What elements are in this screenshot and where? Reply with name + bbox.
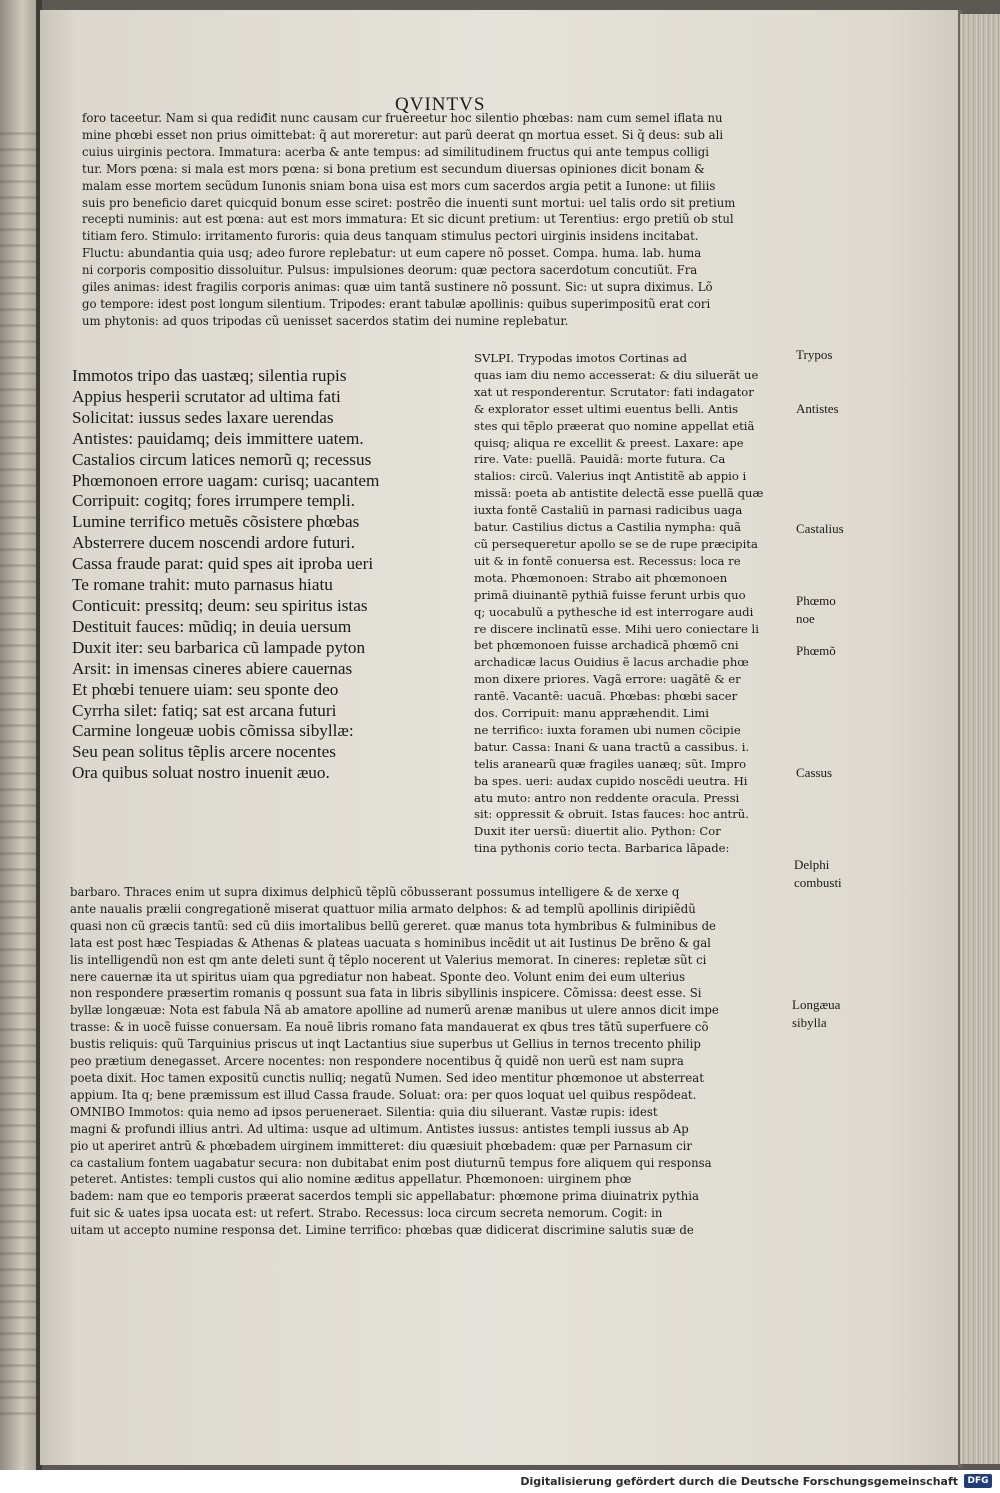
side-note-cassus: Cassus bbox=[796, 765, 833, 780]
verse-line: Immotos tripo das uastæq; silentia rupis bbox=[72, 366, 347, 385]
commentary-right bbox=[474, 350, 792, 857]
commentary-line: byllæ longæuæ: Nota est fabula Nã ab amatore apolline ad numerũ arenæ manibus ut ulere annos dicit impe bbox=[70, 1003, 719, 1018]
side-note-antistes: Antistes bbox=[796, 401, 839, 416]
side-note-trypos: Trypos bbox=[796, 347, 833, 362]
verse-line: Duxit iter: seu barbarica cũ lampade pyton bbox=[72, 637, 366, 657]
commentary-line: foro taceetur. Nam si qua rediđit nunc causam cur fruereetur hoc silentio phœbas: nam cum semel iflata nu bbox=[82, 111, 723, 125]
commentary-line: poeta dixit. Hoc tamen expositũ cunctis nulliq; negatũ Numen. Sed ideo mentitur phœmonoe ut absterreat bbox=[70, 1070, 704, 1085]
dfg-logo: DFG bbox=[964, 1474, 992, 1488]
commentary-line: magni & profundi illius antri. Ad ultima: usque ad ultimum. Antistes iussus: antistes templi iussus ab Ap bbox=[70, 1121, 689, 1136]
commentary-line: SVLPI. Trypodas imotos Cortinas ad bbox=[474, 351, 688, 365]
commentary-line: rantẽ. Vacantẽ: uacuã. Phœbas: phœbi sacer bbox=[474, 689, 738, 704]
commentary-line: ca castalium fontem uagabatur secura: non dubitabat enim post diuturnũ tempus fore aliquem qui responsa bbox=[70, 1155, 712, 1170]
commentary-line: recepti numinis: aut est pœna: aut est mors immatura: Et sic dicunt pretium: ut Terentius: ergo pretiũ ob stul bbox=[82, 212, 734, 227]
verse-line: Te romane trahit: muto parnasus hiatu bbox=[72, 575, 333, 595]
commentary-line: cuius uirginis pectora. Immatura: acerba & ante tempus: ad similitudinem fructus qui ante tempus colligi bbox=[82, 144, 709, 159]
commentary-line: mota. Phœmonoen: Strabo ait phœmonoen bbox=[474, 570, 728, 585]
verse-line: Absterrere ducem noscendi ardore futuri. bbox=[72, 533, 355, 553]
commentary-line: stalios: circũ. Valerius inqt Antistitẽ ab appio i bbox=[474, 469, 747, 484]
verse-line: Ora quibus soluat nostro inuenit æuo. bbox=[72, 763, 330, 783]
commentary-line: pio ut aperiret antrũ & phœbadem uirginem immitteret: diu quæsiuit phœbadem: quæ per Parnasum cir bbox=[70, 1138, 692, 1153]
commentary-line: appium. Ita q; bene præmissum est illud Cassa fraude. Soluat: ora: per quos loquat uel quibus respõdeat. bbox=[70, 1087, 697, 1102]
side-note-castalius: Castalius bbox=[796, 521, 844, 536]
commentary-bottom bbox=[70, 884, 782, 1239]
commentary-line: rire. Vate: puellã. Pauidã: morte futura. Ca bbox=[474, 452, 726, 467]
commentary-line: quasi non cũ græcis tantũ: sed cũ diis imortalibus bellũ gereret. quæ manus tota hymbribus & fulminibus de bbox=[70, 918, 716, 933]
commentary-line: & explorator esset ultimi euentus belli. Antis bbox=[474, 401, 739, 416]
verse-line: Castalios circum latices nemorũ q; recessus bbox=[72, 449, 372, 469]
commentary-top bbox=[82, 110, 794, 330]
verse-block bbox=[72, 366, 412, 784]
commentary-line: mine phœbi esset non prius oimittebat: q̃ aut moreretur: aut parũ deerat qn mortua esset. Si q̃ deus: sub ali bbox=[82, 127, 724, 142]
verse-line: Corripuit: cogitq; fores irrumpere templi. bbox=[72, 491, 356, 511]
commentary-line: batur. Castilius dictus a Castilia nympha: quã bbox=[474, 520, 742, 535]
commentary-line: non respondere præsertim romanis q possunt sua fata in libris sibyllinis inspicere. Cõmissa: deest esse. Si bbox=[70, 986, 702, 1001]
commentary-line: ba spes. ueri: audax cupido noscẽdi ueutra. Hi bbox=[474, 773, 748, 788]
commentary-line: OMNIBO Immotos: quia nemo ad ipsos perueneraet. Silentia: quia diu siluerant. Vastæ rupis: idest bbox=[70, 1104, 658, 1119]
commentary-line: titiam fero. Stimulo: irritamento furoris: quia deus tanquam stimulus pectori uirginis insidens incitabat. bbox=[82, 229, 699, 244]
commentary-line: mon dixere priores. Vagã errore: uagãtẽ & er bbox=[474, 672, 741, 687]
verse-line: Cyrrha silet: fatiq; sat est arcana futuri bbox=[72, 700, 337, 720]
verse-line: Carmine longeuæ uobis cõmissa sibyllæ: bbox=[72, 721, 354, 741]
commentary-line: bet phœmonoen fuisse archadicã phœmõ cni bbox=[474, 638, 739, 653]
verse-line: Arsit: in imensas cineres abiere cauernas bbox=[72, 658, 353, 678]
footer-bar bbox=[0, 1470, 1000, 1493]
left-page-text-fragments bbox=[0, 120, 36, 1420]
verse-line: Phœmonoen errore uagam: curisq; uacantem bbox=[72, 470, 380, 490]
commentary-line: dos. Corripuit: manu appræhendit. Limi bbox=[474, 706, 709, 721]
commentary-line: giles animas: idest fragilis corporis animas: quæ uim tantã sustinere nõ possunt. Sic: ut supra diximus. Lõ bbox=[82, 280, 713, 295]
commentary-line: re discere inclinatũ esse. Mihi uero coniectare li bbox=[474, 621, 759, 636]
side-note-delphi-combusti: Delphi combusti bbox=[794, 857, 842, 890]
verse-line: Antistes: pauidamq; deis immittere uatem. bbox=[72, 428, 364, 448]
commentary-line: nere cauernæ ita ut spiritus uiam qua pgrediatur non habeat. Sponte deo. Volunt enim dei eum ulterius bbox=[70, 969, 686, 984]
commentary-line: q; uocabulũ a pythesche id est interrogare audi bbox=[474, 604, 754, 619]
commentary-line: atu muto: antro non reddente oracula. Pressi bbox=[474, 790, 740, 805]
commentary-line: trasse: & in uocẽ fuisse conuersam. Ea nouẽ libris romano fata mandauerat ex qbus tres tãtũ superfuere cõ bbox=[70, 1020, 709, 1035]
commentary-line: sit: oppressit & obruit. Istas fauces: hoc antrũ. bbox=[474, 807, 749, 822]
verse-line: Seu pean solitus tẽplis arcere nocentes bbox=[72, 742, 336, 762]
commentary-line: ni corporis compositio dissoluitur. Pulsus: impulsiones deorum: quæ pectora sacerdotum concutiũt. Fra bbox=[82, 263, 698, 278]
verse-line: Destituit fauces: mũdiq; in deuia uersum bbox=[72, 616, 352, 636]
commentary-line: stes qui tẽplo præerat quo nomine appellat etiã bbox=[474, 418, 755, 433]
verse-line: Cassa fraude parat: quid spes ait iproba ueri bbox=[72, 554, 374, 574]
commentary-line: lis intelligendũ non est qm ante deleti sunt q̃ tẽplo nocerent ut Valerius memorat. In cineres: repletæ sũt ci bbox=[70, 952, 707, 967]
commentary-line: quisq; aliqua re excellit & preest. Laxare: ape bbox=[474, 435, 744, 450]
running-head: QVINTVS bbox=[395, 94, 486, 115]
commentary-line: telis aranearũ quæ fragiles uanæq; sũt. Impro bbox=[474, 756, 747, 771]
side-note-longaeua-sibylla: Longæua sibylla bbox=[792, 997, 841, 1030]
commentary-line: tur. Mors pœna: si mala est mors pœna: si bona pretium est secundum diuersas opiniones dicit bonam & bbox=[82, 161, 705, 176]
commentary-line: go tempore: idest post longum silentium. Tripodes: erant tabulæ apollinis: quibus superimpositũ erat cori bbox=[82, 296, 711, 311]
commentary-line: missã: poeta ab antistite delectã esse puellã quæ bbox=[474, 486, 764, 501]
commentary-line: primã diuinantẽ pythiã fuisse ferunt urbis quo bbox=[474, 587, 746, 602]
commentary-line: uit & in fontẽ conuersa est. Recessus: loca re bbox=[474, 553, 741, 568]
commentary-line: bustis reliquis: quũ Tarquinius priscus ut inqt Lactantius siue superbus ut Gellius in ternos trecento philip bbox=[70, 1037, 701, 1052]
commentary-line: quas iam diu nemo accesserat: & diu siluerãt ue bbox=[474, 367, 759, 382]
side-note-phoemonoe: Phœmo noe bbox=[796, 593, 836, 626]
commentary-line: fuit sic & uates ipsa uocata est: ut refert. Strabo. Recessus: loca circum secreta nemorum. Cogit: in bbox=[70, 1206, 663, 1221]
commentary-line: peteret. Antistes: templi custos qui alio nomine æditus appellatur. Phœmonoen: uirginem phœ bbox=[70, 1172, 632, 1187]
verse-line: Conticuit: pressitq; deum: seu spiritus istas bbox=[72, 595, 368, 615]
verse-line: Lumine terrifico metuẽs cõsistere phœbas bbox=[72, 512, 360, 532]
commentary-line: peo prætium denegasset. Arcere nocentes: non respondere nocentibus q̃ quidẽ non uerũ est nam supra bbox=[70, 1054, 684, 1069]
commentary-line: tina pythonis corio tecta. Barbarica lãpade: bbox=[474, 841, 730, 856]
commentary-line: xat ut responderentur. Scrutator: fati indagator bbox=[474, 384, 754, 399]
commentary-line: barbaro. Thraces enim ut supra diximus delphicũ tẽplũ cõbusserant possumus intelligere & de xerxe q bbox=[70, 885, 680, 899]
commentary-line: cũ persequeretur apollo se se de rupe præcipita bbox=[474, 536, 758, 551]
verse-line: Solicitat: iussus sedes laxare uerendas bbox=[72, 407, 334, 427]
verse-line: Appius hesperii scrutator ad ultima fati bbox=[72, 386, 341, 406]
commentary-line: suis pro beneficio daret quicquid bonum esse sciret: postrẽo die inuenti sunt mortui: uel talis ordo sit pretium bbox=[82, 195, 736, 210]
fore-edge-pages bbox=[960, 14, 1000, 1464]
commentary-line: badem: nam que eo temporis præerat sacerdos templi sic appellabatur: phœmone prima diuinatrix pythia bbox=[70, 1189, 699, 1204]
commentary-line: uitam ut accepto numine responsa det. Limine terrifico: phœbas quæ didicerat discrimine salutis suæ de bbox=[70, 1223, 694, 1238]
commentary-line: ne terrifico: iuxta foramen ubi numen cõcipie bbox=[474, 722, 741, 737]
commentary-line: Fluctu: abundantia quia usq; adeo furore replebatur: ut eum capere nõ posset. Compa. huma. lab. huma bbox=[82, 246, 702, 261]
commentary-line: lata est post hæc Tespiadas & Athenas & plateas uacuata s hominibus incẽdit ut ait Iustinus De brẽno & gal bbox=[70, 935, 711, 950]
commentary-line: malam esse mortem secũdum Iunonis sniam bona uisa est mors cum sacerdos argia petit a Iunone: ut filiis bbox=[82, 178, 716, 193]
verse-line: Et phœbi tenuere uiam: seu sponte deo bbox=[72, 679, 339, 699]
commentary-line: um phytonis: ad quos tripodas cũ uenisset sacerdos statim dei numine replebatur. bbox=[82, 313, 569, 328]
commentary-line: ante naualis prælii congregationẽ miserat quattuor milia armato delphos: & ad templũ apollinis diripiẽdũ bbox=[70, 901, 696, 916]
commentary-line: batur. Cassa: Inani & uana tractũ a cassibus. i. bbox=[474, 739, 750, 754]
commentary-line: Duxit iter uersũ: diuertit alio. Python: Cor bbox=[474, 824, 721, 839]
commentary-line: archadicæ lacus Ouidius ẽ lacus archadie phœ bbox=[474, 655, 749, 670]
side-note-phoemo: Phœmõ bbox=[796, 643, 836, 658]
digitization-credit: Digitalisierung gefördert durch die Deutsche Forschungsgemeinschaft bbox=[520, 1475, 958, 1488]
commentary-line: iuxta fontẽ Castaliũ in parnasi radicibus uaga bbox=[474, 503, 743, 518]
